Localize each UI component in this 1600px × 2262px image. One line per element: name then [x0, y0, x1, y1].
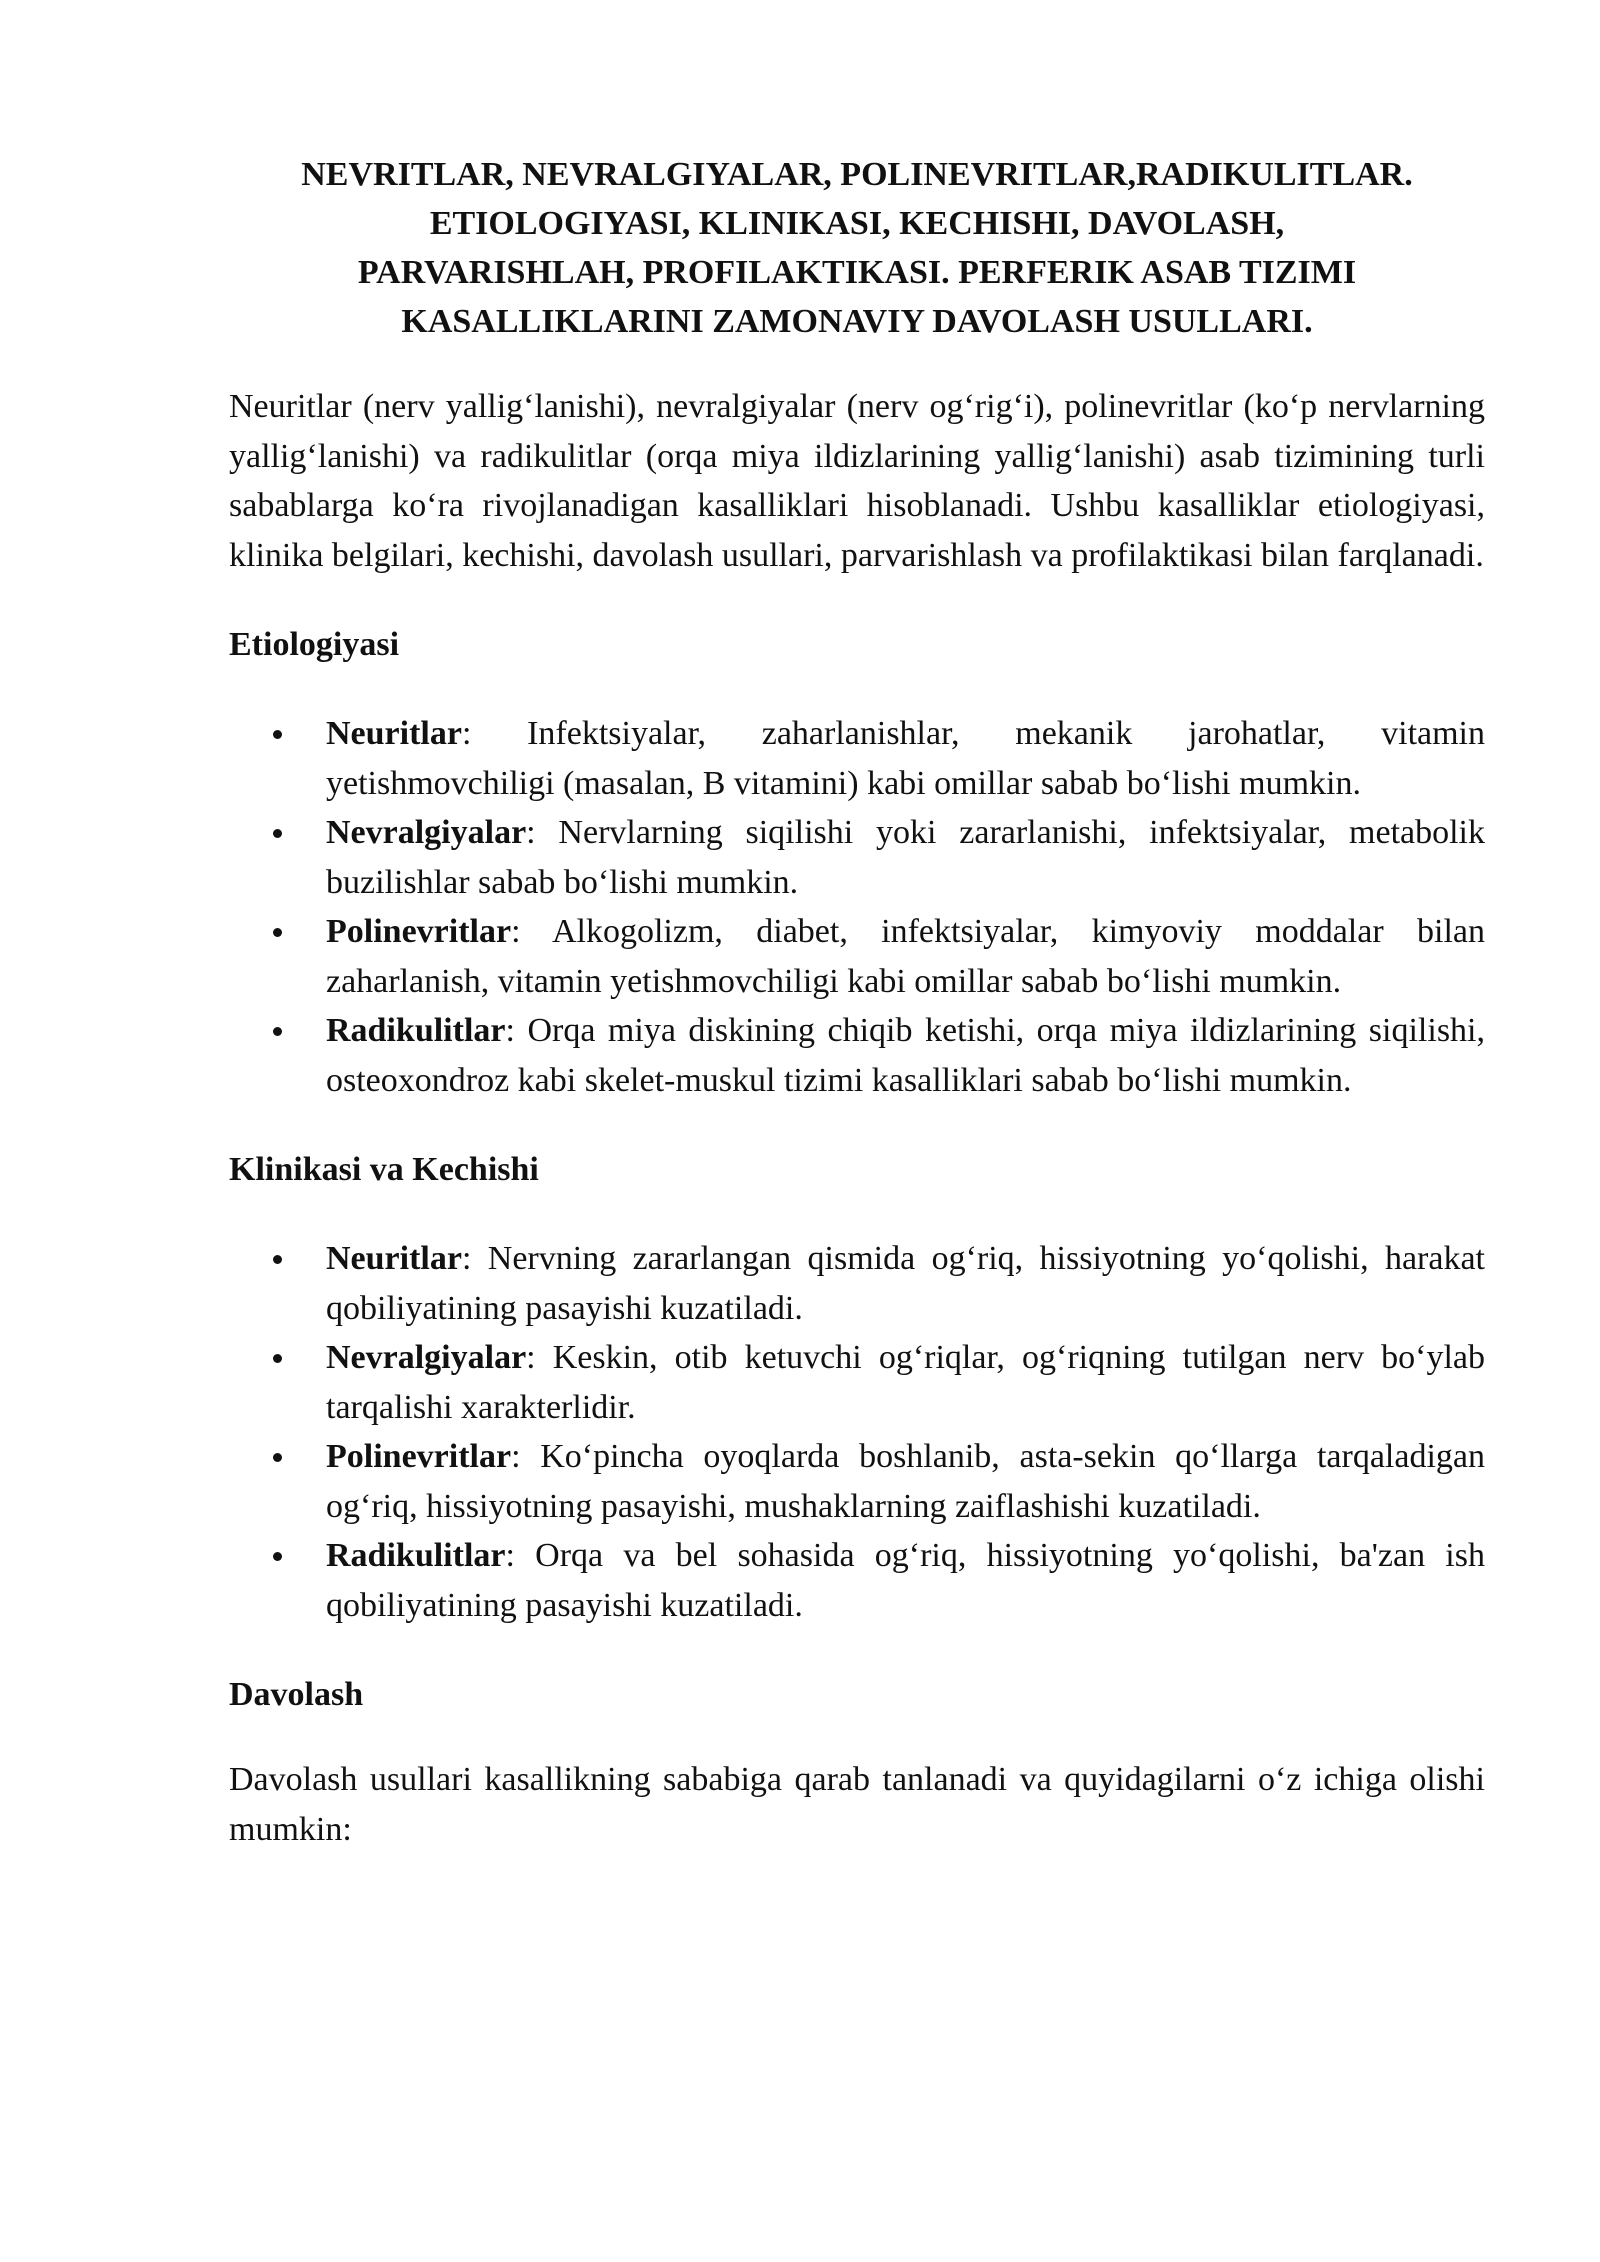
- list-item: [326, 1234, 1485, 1333]
- item-text: : Orqa va bel sohasida og‘riq, hissiyotning yo‘qolishi, ba'zan ish qobiliyatining pasayishi kuzatiladi.: [326, 1537, 1485, 1624]
- title-line: NEVRITLAR, NEVRALGIYALAR, POLINEVRITLAR,RADIKULITLAR.: [301, 156, 1413, 193]
- bullet-icon: [273, 829, 282, 838]
- intro-paragraph: Neuritlar (nerv yallig‘lanishi), nevralgiyalar (nerv og‘rig‘i), polinevritlar (ko‘p nervlarning yallig‘lanishi) va radikulitlar (orqa miya ildizlarining yallig‘lanishi) asab tizimining turli sabablarga ko‘ra rivojlanadigan kasalliklari hisoblanadi. Ushbu kasalliklar etiologiyasi, klinika belgilari, kechishi, davolash usullari, parvarishlash va profilaktikasi bilan farqlanadi.: [229, 388, 1485, 574]
- item-term: Neuritlar: [326, 715, 462, 752]
- clinic-heading: Klinikasi va Kechishi: [229, 1151, 539, 1188]
- item-text: : Orqa miya diskining chiqib ketishi, orqa miya ildizlarining siqilishi, osteoxondroz kabi skelet-muskul tizimi kasalliklari sabab bo‘lishi mumkin.: [326, 1012, 1485, 1099]
- bullet-icon: [273, 730, 282, 739]
- item-term: Nevralgiyalar: [326, 1339, 527, 1376]
- etiology-heading: Etiologiyasi: [229, 626, 400, 663]
- list-item: [326, 1432, 1485, 1531]
- list-item: [326, 907, 1485, 1006]
- item-term: Radikulitlar: [326, 1012, 506, 1049]
- bullet-icon: [273, 1027, 282, 1036]
- etiology-list: [229, 709, 1485, 1105]
- item-text: : Infektsiyalar, zaharlanishlar, mekanik jarohatlar, vitamin yetishmovchiligi (masalan, B vitamini) kabi omillar sabab bo‘lishi mumkin.: [326, 715, 1485, 802]
- item-text: : Alkogolizm, diabet, infektsiyalar, kimyoviy moddalar bilan zaharlanish, vitamin yetishmovchiligi kabi omillar sabab bo‘lishi mumkin.: [326, 913, 1485, 1000]
- item-term: Polinevritlar: [326, 913, 512, 950]
- bullet-icon: [273, 1453, 282, 1462]
- title-line: KASALLIKLARINI ZAMONAVIY DAVOLASH USULLARI.: [401, 303, 1313, 340]
- item-term: Radikulitlar: [326, 1537, 506, 1574]
- item-text: : Keskin, otib ketuvchi og‘riqlar, og‘riqning tutilgan nerv bo‘ylab tarqalishi xarakterlidir.: [326, 1339, 1485, 1426]
- item-term: Neuritlar: [326, 1240, 462, 1277]
- list-item: [326, 1333, 1485, 1432]
- document-title: [229, 150, 1485, 346]
- item-text: : Ko‘pincha oyoqlarda boshlanib, asta-sekin qo‘llarga tarqaladigan og‘riq, hissiyotning pasayishi, mushaklarning zaiflashishi kuzatiladi.: [326, 1438, 1485, 1525]
- item-text: : Nervning zararlangan qismida og‘riq, hissiyotning yo‘qolishi, harakat qobiliyatining pasayishi kuzatiladi.: [326, 1240, 1485, 1327]
- document-page: [229, 150, 1485, 1854]
- list-item: [326, 1006, 1485, 1105]
- list-item: [326, 808, 1485, 907]
- treatment-heading: Davolash: [229, 1676, 364, 1713]
- item-term: Nevralgiyalar: [326, 814, 527, 851]
- treatment-paragraph: Davolash usullari kasallikning sababiga qarab tanlanadi va quyidagilarni o‘z ichiga olishi mumkin:: [229, 1761, 1485, 1848]
- title-line: ETIOLOGIYASI, KLINIKASI, KECHISHI, DAVOLASH,: [429, 205, 1285, 242]
- item-text: : Nervlarning siqilishi yoki zararlanishi, infektsiyalar, metabolik buzilishlar sabab bo‘lishi mumkin.: [326, 814, 1485, 901]
- title-line: PARVARISHLAH, PROFILAKTIKASI. PERFERIK ASAB TIZIMI: [357, 254, 1357, 291]
- bullet-icon: [273, 1552, 282, 1561]
- list-item: [326, 1531, 1485, 1630]
- bullet-icon: [273, 1255, 282, 1264]
- list-item: [326, 709, 1485, 808]
- bullet-icon: [273, 928, 282, 937]
- clinic-list: [229, 1234, 1485, 1630]
- item-term: Polinevritlar: [326, 1438, 512, 1475]
- bullet-icon: [273, 1354, 282, 1363]
